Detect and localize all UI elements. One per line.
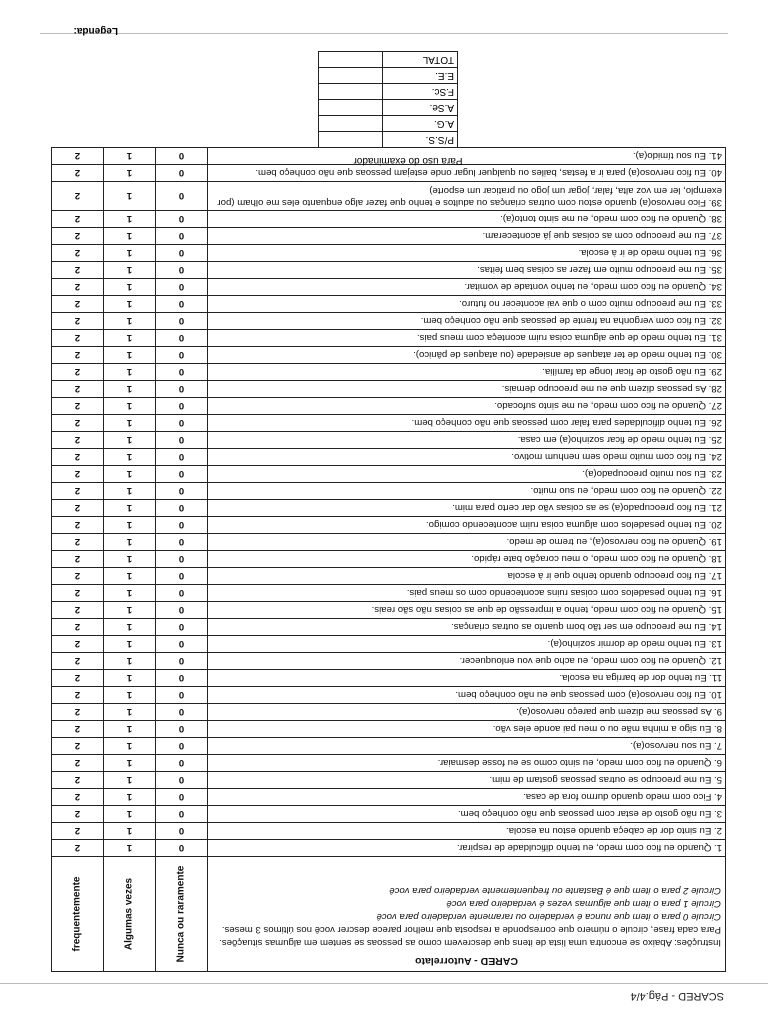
score-option[interactable]: 1 [104, 755, 156, 772]
table-row [52, 211, 726, 228]
table-row [52, 687, 726, 704]
item-text: 31. Eu tenho medo de que alguma coisa ruim aconteça com meus pais. [208, 330, 726, 347]
score-option[interactable]: 2 [52, 636, 104, 653]
score-option[interactable]: 0 [156, 585, 208, 602]
score-option[interactable]: 2 [52, 653, 104, 670]
examiner-row [319, 84, 458, 100]
table-row [52, 449, 726, 466]
score-option[interactable]: 0 [156, 619, 208, 636]
table-header-row [52, 857, 726, 972]
item-text: 15. Quando eu fico com medo, tenho a impressão de que as coisas não são reais. [208, 602, 726, 619]
table-row [52, 619, 726, 636]
score-option[interactable]: 2 [52, 279, 104, 296]
score-option[interactable]: 0 [156, 449, 208, 466]
examiner-label: F.Sc. [383, 84, 458, 100]
item-text: 32. Eu fico com vergonha na frente de pessoas que não conheço bem. [208, 313, 726, 330]
table-row [52, 602, 726, 619]
score-option[interactable]: 1 [104, 636, 156, 653]
table-row [52, 330, 726, 347]
item-text: 20. Eu tenho pesadelos com alguma coisa ruim acontecendo comigo. [208, 517, 726, 534]
item-text: 14. Eu me preocupo em ser tão bom quanto as outras crianças. [208, 619, 726, 636]
score-option[interactable]: 1 [104, 182, 156, 211]
score-option[interactable]: 1 [104, 653, 156, 670]
score-option[interactable]: 0 [156, 551, 208, 568]
score-option[interactable]: 2 [52, 466, 104, 483]
score-option[interactable]: 0 [156, 721, 208, 738]
score-option[interactable]: 1 [104, 738, 156, 755]
score-option[interactable]: 0 [156, 806, 208, 823]
item-text: 5. Eu me preocupo se outras pessoas gostam de mim. [208, 772, 726, 789]
examiner-value-field[interactable] [319, 100, 383, 116]
score-option[interactable]: 2 [52, 483, 104, 500]
examiner-value-field[interactable] [319, 132, 383, 148]
score-option[interactable]: 1 [104, 245, 156, 262]
score-option[interactable]: 2 [52, 806, 104, 823]
score-option[interactable]: 2 [52, 500, 104, 517]
bottom-rule [40, 33, 728, 34]
item-text: 41. Eu sou tímido(a). [208, 148, 726, 165]
score-option[interactable]: 0 [156, 296, 208, 313]
instruction-line: Instruções: Abaixo se encontra uma lista de itens que descrevem como as pessoas se sentem em algumas situações. [219, 937, 721, 948]
item-text: 1. Quando eu fico com medo, eu tenho dificuldade de respirar. [208, 840, 726, 857]
table-row [52, 432, 726, 449]
table-row [52, 296, 726, 313]
score-option[interactable]: 1 [104, 840, 156, 857]
item-text: 27. Quando eu fico com medo, eu me sinto sufocado. [208, 398, 726, 415]
examiner-label: E.E. [383, 68, 458, 84]
table-row [52, 398, 726, 415]
score-option[interactable]: 2 [52, 262, 104, 279]
score-option[interactable]: 0 [156, 840, 208, 857]
score-option[interactable]: 1 [104, 551, 156, 568]
top-rule [0, 983, 768, 984]
item-text: 12. Quando eu fico com medo, eu acho que vou enlouquecer. [208, 653, 726, 670]
item-text: 28. As pessoas dizem que eu me preocupo demais. [208, 381, 726, 398]
score-option[interactable]: 2 [52, 228, 104, 245]
score-option[interactable]: 2 [52, 721, 104, 738]
score-option[interactable]: 1 [104, 466, 156, 483]
item-text: 34. Quando eu fico com medo, eu tenho vontade de vomitar. [208, 279, 726, 296]
score-option[interactable]: 0 [156, 687, 208, 704]
table-row [52, 789, 726, 806]
table-row [52, 279, 726, 296]
table-row [52, 585, 726, 602]
item-text: 40. Eu fico nervoso(a) para ir a festas, bailes ou qualquer lugar onde estejam pessoas que não conheço bem. [208, 165, 726, 182]
score-option[interactable]: 2 [52, 789, 104, 806]
score-option[interactable]: 2 [52, 313, 104, 330]
examiner-row [319, 116, 458, 132]
item-text: 35. Eu me preocupo muito em fazer as coisas bem feitas. [208, 262, 726, 279]
score-option[interactable]: 0 [156, 398, 208, 415]
item-text: 7. Eu sou nervoso(a). [208, 738, 726, 755]
score-option[interactable]: 0 [156, 432, 208, 449]
score-option[interactable]: 1 [104, 262, 156, 279]
score-option[interactable]: 1 [104, 415, 156, 432]
score-option[interactable]: 0 [156, 755, 208, 772]
score-option[interactable]: 2 [52, 823, 104, 840]
form-title: CARED - Autorrelato [415, 955, 518, 967]
score-option[interactable]: 1 [104, 148, 156, 165]
score-option[interactable]: 2 [52, 738, 104, 755]
table-row [52, 415, 726, 432]
score-option[interactable]: 0 [156, 483, 208, 500]
score-option[interactable]: 2 [52, 330, 104, 347]
score-option[interactable]: 0 [156, 823, 208, 840]
score-option[interactable]: 2 [52, 182, 104, 211]
examiner-row [319, 52, 458, 68]
score-option[interactable]: 0 [156, 364, 208, 381]
score-option[interactable]: 1 [104, 534, 156, 551]
page-header: SCARED - Pág.4/4 [630, 990, 724, 1002]
score-option[interactable]: 0 [156, 330, 208, 347]
item-text: 11. Eu tenho dor de barriga na escola. [208, 670, 726, 687]
score-option[interactable]: 0 [156, 148, 208, 165]
score-option[interactable]: 0 [156, 653, 208, 670]
score-option[interactable]: 2 [52, 347, 104, 364]
score-option[interactable]: 1 [104, 165, 156, 182]
score-option[interactable]: 1 [104, 806, 156, 823]
examiner-row [319, 100, 458, 116]
item-text: 6. Quando eu fico com medo, eu sinto como se eu fosse desmaiar. [208, 755, 726, 772]
item-text: 23. Eu sou muito preocupado(a). [208, 466, 726, 483]
examiner-label: A.Se. [383, 100, 458, 116]
score-option[interactable]: 1 [104, 211, 156, 228]
score-option[interactable]: 0 [156, 500, 208, 517]
score-option[interactable]: 0 [156, 165, 208, 182]
score-option[interactable]: 0 [156, 347, 208, 364]
score-option[interactable]: 0 [156, 182, 208, 211]
examiner-label: P/S.S. [383, 132, 458, 148]
table-row [52, 182, 726, 211]
table-row [52, 228, 726, 245]
score-option[interactable]: 0 [156, 415, 208, 432]
score-option[interactable]: 2 [52, 568, 104, 585]
item-text: 33. Eu me preocupo muito com o que vai acontecer no futuro. [208, 296, 726, 313]
examiner-value-field[interactable] [319, 68, 383, 84]
table-row [52, 840, 726, 857]
score-option[interactable]: 1 [104, 500, 156, 517]
score-option[interactable]: 2 [52, 755, 104, 772]
table-row [52, 262, 726, 279]
score-option[interactable]: 2 [52, 534, 104, 551]
score-option[interactable]: 1 [104, 772, 156, 789]
item-text: 13. Eu tenho medo de dormir sozinho(a). [208, 636, 726, 653]
table-row [52, 364, 726, 381]
examiner-row [319, 132, 458, 148]
score-option[interactable]: 1 [104, 585, 156, 602]
score-option[interactable]: 1 [104, 279, 156, 296]
table-row [52, 381, 726, 398]
table-row [52, 313, 726, 330]
score-option[interactable]: 2 [52, 381, 104, 398]
score-option[interactable]: 0 [156, 381, 208, 398]
instructions-cell [208, 857, 726, 972]
table-row [52, 347, 726, 364]
score-option[interactable]: 2 [52, 670, 104, 687]
table-row [52, 806, 726, 823]
item-text: 37. Eu me preocupo com as coisas que já aconteceram. [208, 228, 726, 245]
score-option[interactable]: 0 [156, 279, 208, 296]
table-row [52, 483, 726, 500]
score-option[interactable]: 1 [104, 687, 156, 704]
score-option[interactable]: 0 [156, 602, 208, 619]
table-row [52, 534, 726, 551]
table-row [52, 551, 726, 568]
table-row [52, 653, 726, 670]
table-row [52, 636, 726, 653]
item-text: 36. Eu tenho medo de ir à escola. [208, 245, 726, 262]
score-option[interactable]: 2 [52, 211, 104, 228]
score-option[interactable]: 1 [104, 381, 156, 398]
legend-label: Legenda: [73, 25, 118, 36]
score-option[interactable]: 1 [104, 823, 156, 840]
score-option[interactable]: 0 [156, 211, 208, 228]
score-option[interactable]: 1 [104, 704, 156, 721]
score-option[interactable]: 0 [156, 568, 208, 585]
instruction-line: Circule 1 para o item que algumas vezes é verdadeiro para você [446, 898, 721, 909]
table-row [52, 823, 726, 840]
score-option[interactable]: 2 [52, 432, 104, 449]
questionnaire-table [51, 147, 726, 972]
item-text: 18. Quando eu fico com medo, o meu coração bate rápido. [208, 551, 726, 568]
score-option[interactable]: 1 [104, 228, 156, 245]
table-row [52, 772, 726, 789]
item-text: 17. Eu fico preocupo quando tenho que ir à escola [208, 568, 726, 585]
score-option[interactable]: 0 [156, 636, 208, 653]
score-option[interactable]: 2 [52, 840, 104, 857]
score-option[interactable]: 2 [52, 551, 104, 568]
score-option[interactable]: 2 [52, 398, 104, 415]
table-row [52, 165, 726, 182]
item-text: 24. Eu fico com muito medo sem nenhum motivo. [208, 449, 726, 466]
score-option[interactable]: 0 [156, 670, 208, 687]
item-text: 4. Fico com medo quando durmo fora de casa. [208, 789, 726, 806]
table-row [52, 500, 726, 517]
item-text: 2. Eu sinto dor de cabeça quando estou na escola. [208, 823, 726, 840]
examiner-label: A.G. [383, 116, 458, 132]
table-row [52, 721, 726, 738]
column-header-sometimes: Algumas vezes [104, 857, 156, 972]
score-option[interactable]: 2 [52, 364, 104, 381]
examiner-value-field[interactable] [319, 52, 383, 68]
table-row [52, 670, 726, 687]
item-list [52, 148, 726, 857]
score-option[interactable]: 1 [104, 721, 156, 738]
item-text: 25. Eu tenho medo de ficar sozinho(a) em casa. [208, 432, 726, 449]
table-row [52, 704, 726, 721]
score-option[interactable]: 0 [156, 313, 208, 330]
score-option[interactable]: 2 [52, 245, 104, 262]
score-option[interactable]: 2 [52, 619, 104, 636]
score-option[interactable]: 2 [52, 296, 104, 313]
score-option[interactable]: 1 [104, 313, 156, 330]
item-text: 39. Fico nervoso(a) quando estou com outras crianças ou adultos e tenho que fazer algo enquanto eles me olham (por exemplo, ler em voz alta, falar, jogar um jogo ou praticar um esporte) [208, 182, 726, 211]
item-text: 38. Quando eu fico com medo, eu me sinto tonto(a). [208, 211, 726, 228]
score-option[interactable]: 0 [156, 534, 208, 551]
table-row [52, 738, 726, 755]
examiner-value-field[interactable] [319, 116, 383, 132]
score-option[interactable]: 1 [104, 517, 156, 534]
score-option[interactable]: 1 [104, 398, 156, 415]
item-text: 30. Eu tenho medo de ter ataques de ansiedade (ou ataques de pânico). [208, 347, 726, 364]
column-header-never: Nunca ou raramente [156, 857, 208, 972]
instruction-line: Circule 0 para o item que nunca é verdadeiro ou raramente verdadeiro para você [376, 911, 721, 922]
score-option[interactable]: 0 [156, 704, 208, 721]
item-text: 9. As pessoas me dizem que pareço nervoso(a). [208, 704, 726, 721]
score-option[interactable]: 0 [156, 738, 208, 755]
score-option[interactable]: 2 [52, 165, 104, 182]
table-row [52, 517, 726, 534]
score-option[interactable]: 2 [52, 148, 104, 165]
score-option[interactable]: 1 [104, 364, 156, 381]
score-option[interactable]: 1 [104, 568, 156, 585]
score-option[interactable]: 2 [52, 772, 104, 789]
score-option[interactable]: 1 [104, 619, 156, 636]
item-text: 3. Eu não gosto de estar com pessoas que não conheço bem. [208, 806, 726, 823]
item-text: 29. Eu não gosto de ficar longe da família. [208, 364, 726, 381]
score-option[interactable]: 1 [104, 670, 156, 687]
score-option[interactable]: 0 [156, 789, 208, 806]
examiner-label: TOTAL [383, 52, 458, 68]
score-option[interactable]: 1 [104, 789, 156, 806]
examiner-table [318, 51, 458, 148]
item-text: 22. Quando eu fico com medo, eu suo muito. [208, 483, 726, 500]
score-option[interactable]: 2 [52, 415, 104, 432]
item-text: 10. Eu fico nervoso(a) com pessoas que eu não conheço bem. [208, 687, 726, 704]
examiner-section-title: Para uso do examinador [353, 155, 463, 166]
item-text: 16. Eu tenho pesadelos com coisas ruins acontecendo com os meus pais. [208, 585, 726, 602]
score-option[interactable]: 2 [52, 687, 104, 704]
table-row [52, 568, 726, 585]
score-option[interactable]: 1 [104, 432, 156, 449]
score-option[interactable]: 1 [104, 330, 156, 347]
instruction-line: Para cada frase, circule o número que corresponde a resposta que melhor parece descrer você nos últimos 3 meses. [221, 924, 721, 935]
score-option[interactable]: 0 [156, 772, 208, 789]
score-option[interactable]: 0 [156, 245, 208, 262]
score-option[interactable]: 0 [156, 517, 208, 534]
table-row [52, 245, 726, 262]
table-row [52, 755, 726, 772]
score-option[interactable]: 1 [104, 296, 156, 313]
item-text: 8. Eu sigo a minha mãe ou o meu pai aonde eles vão. [208, 721, 726, 738]
score-option[interactable]: 2 [52, 449, 104, 466]
item-text: 19. Quando eu fico nervoso(a), eu tremo de medo. [208, 534, 726, 551]
score-option[interactable]: 0 [156, 228, 208, 245]
score-option[interactable]: 1 [104, 347, 156, 364]
instruction-line: Circule 2 para o item que é Bastante ou frequentemente verdadeiro para você [389, 885, 721, 896]
score-option[interactable]: 0 [156, 262, 208, 279]
score-option[interactable]: 2 [52, 585, 104, 602]
examiner-value-field[interactable] [319, 84, 383, 100]
item-text: 21. Eu fico preocupado(a) se as coisas vão dar certo para mim. [208, 500, 726, 517]
score-option[interactable]: 2 [52, 704, 104, 721]
score-option[interactable]: 0 [156, 466, 208, 483]
score-option[interactable]: 1 [104, 602, 156, 619]
item-text: 26. Eu tenho dificuldades para falar com pessoas que não conheço bem. [208, 415, 726, 432]
score-option[interactable]: 1 [104, 449, 156, 466]
examiner-row [319, 68, 458, 84]
score-option[interactable]: 2 [52, 602, 104, 619]
table-row [52, 466, 726, 483]
score-option[interactable]: 1 [104, 483, 156, 500]
score-option[interactable]: 2 [52, 517, 104, 534]
column-header-often: frequentemente [52, 857, 104, 972]
